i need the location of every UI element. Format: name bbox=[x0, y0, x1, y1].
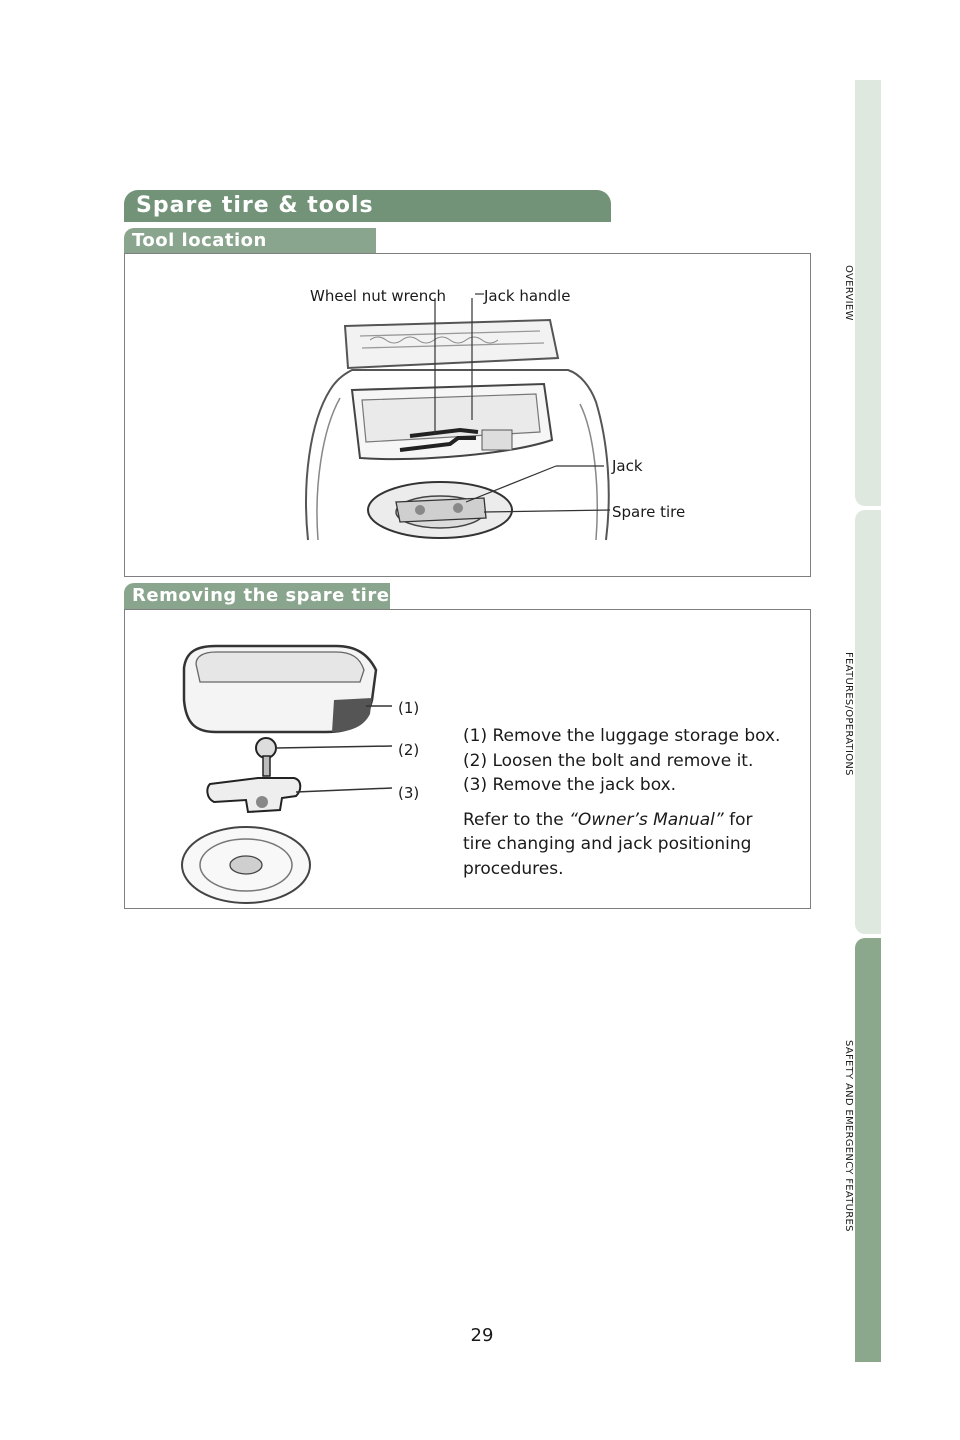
label-spare-tire: Spare tire bbox=[612, 503, 686, 521]
step-2: (2) Loosen the bolt and remove it. bbox=[463, 750, 754, 771]
page-number: 29 bbox=[470, 1325, 494, 1346]
side-tabs bbox=[855, 80, 881, 1362]
tab-features-operations[interactable] bbox=[855, 510, 881, 934]
tab-label-overview: OVERVIEW bbox=[843, 265, 854, 321]
note-suffix: for bbox=[723, 809, 753, 830]
callout-3: (3) bbox=[398, 784, 420, 802]
callout-1: (1) bbox=[398, 699, 420, 717]
step-3: (3) Remove the jack box. bbox=[463, 775, 677, 795]
removal-instructions bbox=[463, 724, 808, 881]
section-title-tool-location: Tool location bbox=[124, 228, 376, 254]
tab-safety-emergency[interactable] bbox=[855, 938, 881, 1362]
step-1: (1) Remove the luggage storage box. bbox=[463, 726, 781, 746]
trunk-illustration bbox=[300, 312, 620, 544]
note-prefix: Refer to the bbox=[463, 809, 570, 830]
page-title: Spare tire & tools bbox=[124, 190, 611, 222]
owners-manual-ref: “Owner’s Manual” bbox=[569, 809, 724, 830]
callout-2: (2) bbox=[398, 741, 420, 759]
section-title-removing: Removing the spare tire bbox=[124, 583, 390, 609]
manual-note-line-3: procedures. bbox=[463, 858, 564, 879]
label-jack-handle: Jack handle bbox=[484, 287, 571, 305]
label-wheel-nut-wrench: Wheel nut wrench bbox=[310, 287, 446, 305]
tab-label-features: FEATURES/OPERATIONS bbox=[843, 652, 854, 776]
tab-overview[interactable] bbox=[855, 80, 881, 506]
label-jack: Jack bbox=[612, 457, 643, 475]
tab-label-safety: SAFETY AND EMERGENCY FEATURES bbox=[843, 1040, 854, 1232]
manual-note-line-2: tire changing and jack positioning bbox=[463, 834, 752, 854]
exploded-parts-illustration bbox=[176, 640, 426, 885]
manual-note-line-1 bbox=[463, 808, 808, 833]
